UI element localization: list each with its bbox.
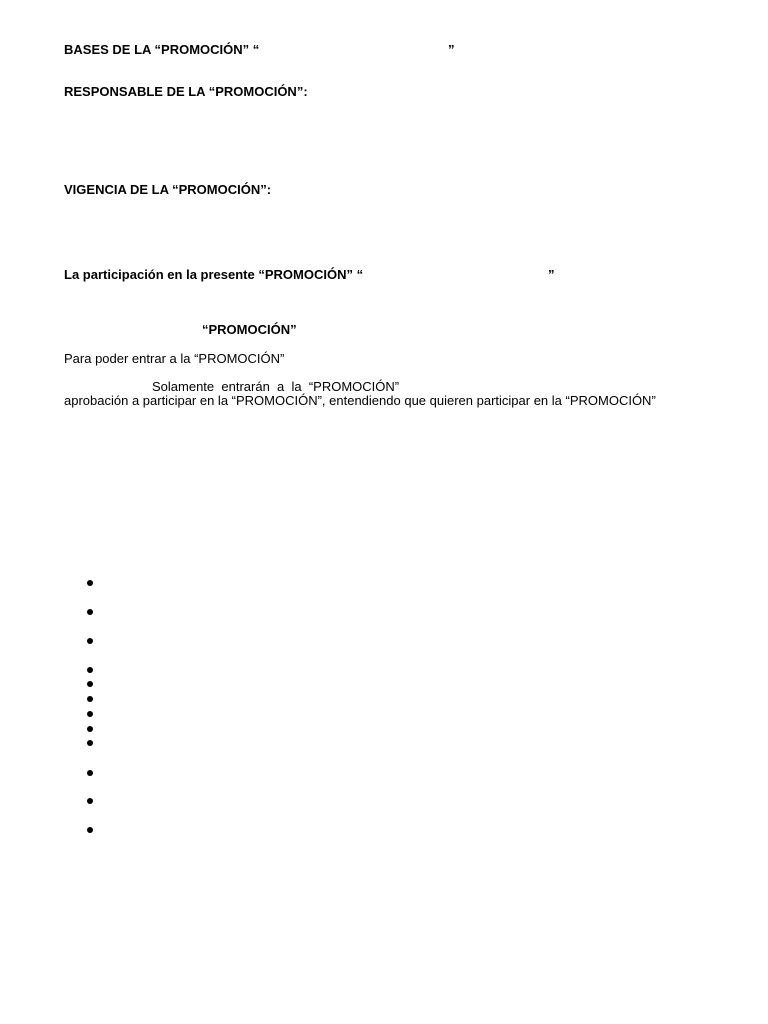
vigencia-heading: VIGENCIA DE LA “PROMOCIÓN”: [64,182,272,197]
solamente-text: Solamente entrarán a la “PROMOCIÓN” [152,379,400,394]
list-bullet [87,726,93,732]
list-bullet [87,696,93,702]
participacion-heading-prefix: La participación en la presente “PROMOCIÓN” “ [64,267,364,282]
para-poder-text: Para poder entrar a la “PROMOCIÓN” [64,351,285,366]
list-bullet [87,609,93,615]
bases-heading-suffix: ” [448,42,455,57]
bases-heading-prefix: BASES DE LA “PROMOCIÓN” “ [64,42,260,57]
list-bullet [87,667,93,673]
list-bullet [87,770,93,776]
list-bullet [87,638,93,644]
list-bullet [87,711,93,717]
list-bullet [87,681,93,687]
promocion-label: “PROMOCIÓN” [202,322,297,337]
participacion-heading-suffix: ” [548,267,555,282]
list-bullet [87,580,93,586]
aprobacion-text: aprobación a participar en la “PROMOCIÓN”, entendiendo que quieren participar en la “PROMOCIÓN” [64,393,656,408]
responsable-heading: RESPONSABLE DE LA “PROMOCIÓN”: [64,84,308,99]
list-bullet [87,740,93,746]
list-bullet [87,827,93,833]
list-bullet [87,798,93,804]
